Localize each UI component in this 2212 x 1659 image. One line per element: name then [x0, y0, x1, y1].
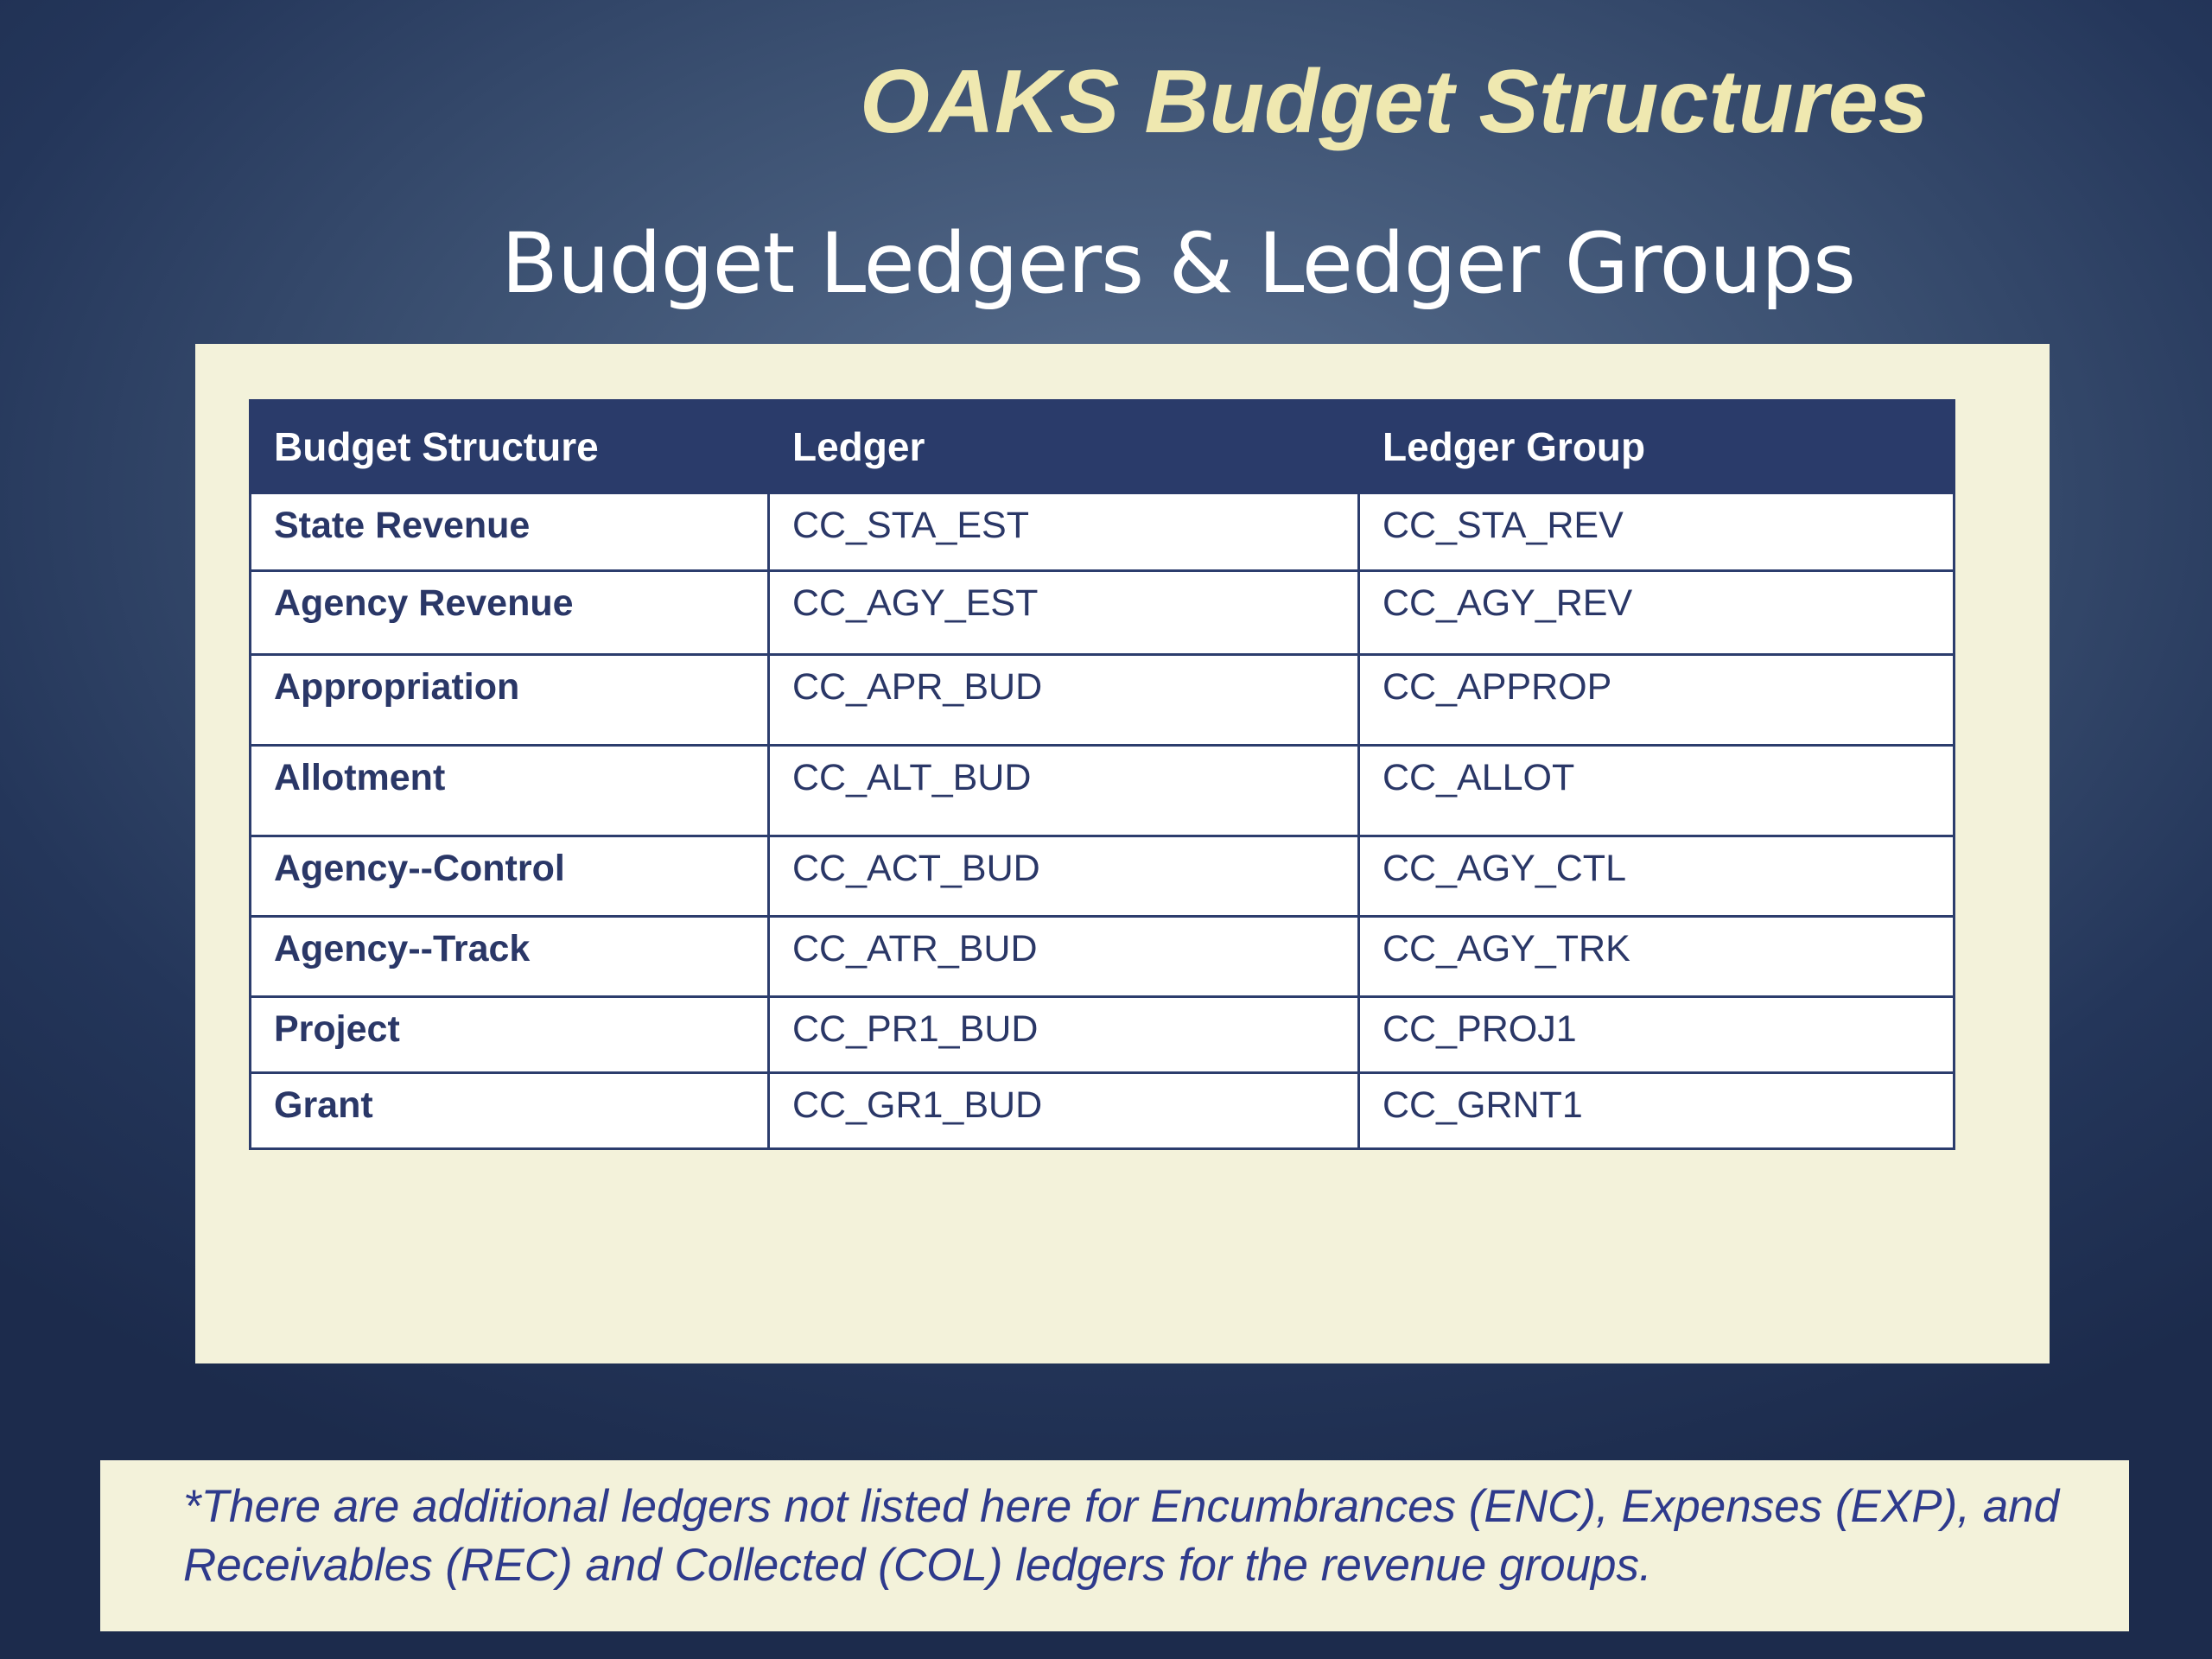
budget-structure-cell: Project	[251, 997, 769, 1073]
table-row	[251, 997, 1955, 1073]
ledger-group-cell: CC_AGY_TRK	[1359, 917, 1955, 997]
table-header-row	[251, 401, 1955, 493]
ledger-group-cell: CC_GRNT1	[1359, 1073, 1955, 1149]
table-row	[251, 746, 1955, 836]
table-row	[251, 655, 1955, 746]
ledger-group-cell: CC_STA_REV	[1359, 493, 1955, 571]
budget-structure-cell: Agency Revenue	[251, 571, 769, 655]
footnote-box	[100, 1460, 2129, 1631]
table-row	[251, 571, 1955, 655]
budget-structure-cell: Agency--Control	[251, 836, 769, 917]
budget-structure-cell: State Revenue	[251, 493, 769, 571]
table-row	[251, 917, 1955, 997]
budget-structure-cell: Agency--Track	[251, 917, 769, 997]
ledger-group-cell: CC_PROJ1	[1359, 997, 1955, 1073]
budget-structure-cell: Grant	[251, 1073, 769, 1149]
ledger-cell: CC_ACT_BUD	[769, 836, 1359, 917]
footnote-text: *There are additional ledgers not listed here for Encumbrances (ENC), Expenses (EXP), and Receivables (REC) and Collected (COL) ledgers for the revenue groups.	[183, 1481, 2060, 1591]
ledger-group-cell: CC_AGY_CTL	[1359, 836, 1955, 917]
ledger-group-cell: CC_AGY_REV	[1359, 571, 1955, 655]
table-panel	[195, 344, 2050, 1363]
ledger-cell: CC_ATR_BUD	[769, 917, 1359, 997]
table-row	[251, 836, 1955, 917]
table-row	[251, 1073, 1955, 1149]
header-ledger: Ledger	[769, 401, 1359, 493]
budget-structure-cell: Appropriation	[251, 655, 769, 746]
ledger-cell: CC_APR_BUD	[769, 655, 1359, 746]
ledger-cell: CC_STA_EST	[769, 493, 1359, 571]
header-budget-structure: Budget Structure	[251, 401, 769, 493]
slide-subtitle: Budget Ledgers & Ledger Groups	[501, 215, 1856, 312]
ledger-cell: CC_PR1_BUD	[769, 997, 1359, 1073]
ledger-group-cell: CC_APPROP	[1359, 655, 1955, 746]
table-row	[251, 493, 1955, 571]
header-ledger-group: Ledger Group	[1359, 401, 1955, 493]
ledger-table	[249, 399, 1955, 1150]
ledger-group-cell: CC_ALLOT	[1359, 746, 1955, 836]
ledger-cell: CC_AGY_EST	[769, 571, 1359, 655]
budget-structure-cell: Allotment	[251, 746, 769, 836]
ledger-cell: CC_GR1_BUD	[769, 1073, 1359, 1149]
ledger-cell: CC_ALT_BUD	[769, 746, 1359, 836]
slide-title: OAKS Budget Structures	[860, 52, 1929, 152]
